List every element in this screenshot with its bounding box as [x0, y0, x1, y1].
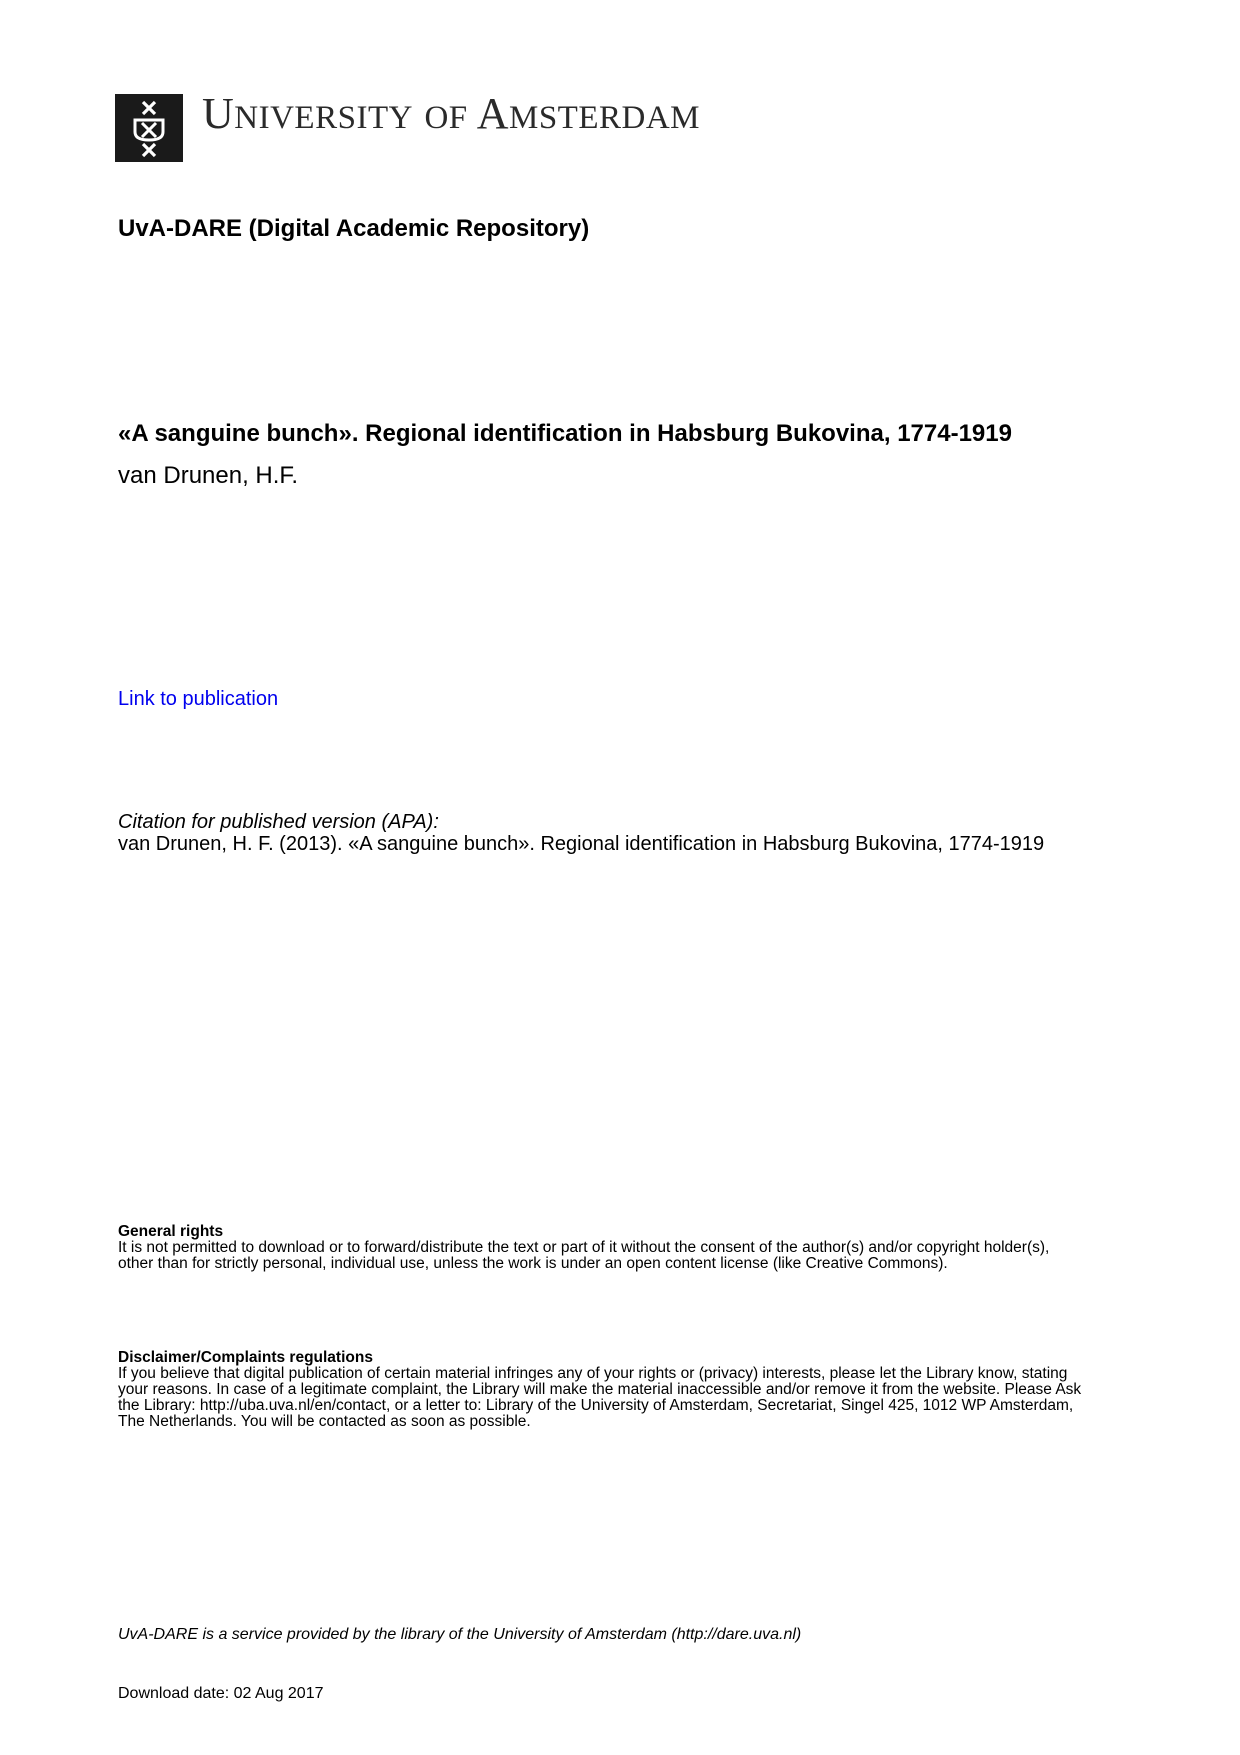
publication-title: «A sanguine bunch». Regional identification in Habsburg Bukovina, 1774-1919 — [118, 420, 1012, 447]
wordmark-initial-u: U — [202, 89, 235, 138]
general-rights-line-1: It is not permitted to download or to forward/distribute the text or part of it without the consent of the author(s) and/or copyright holder(s), — [118, 1239, 1050, 1256]
wordmark-amsterdam-rest: MSTERDAM — [508, 100, 701, 136]
disclaimer-line-4: The Netherlands. You will be contacted as soon as possible. — [118, 1413, 531, 1430]
wordmark-initial-a: A — [476, 89, 509, 138]
general-rights-section — [118, 1224, 1158, 1272]
general-rights-heading: General rights — [118, 1223, 224, 1240]
disclaimer-line-1: If you believe that digital publication of certain material infringes any of your rights or (privacy) interests, please let the Library know, stating — [118, 1365, 1068, 1382]
wordmark-university-rest: NIVERSITY — [234, 100, 413, 136]
repository-title: UvA-DARE (Digital Academic Repository) — [118, 215, 590, 242]
citation-text: van Drunen, H. F. (2013). «A sanguine bunch». Regional identification in Habsburg Bukovina, 1774-1919 — [118, 833, 1045, 855]
disclaimer-heading: Disclaimer/Complaints regulations — [118, 1349, 373, 1366]
disclaimer-section — [118, 1350, 1158, 1430]
publication-authors: van Drunen, H.F. — [118, 462, 299, 489]
download-date: Download date: 02 Aug 2017 — [118, 1685, 324, 1702]
disclaimer-line-2: your reasons. In case of a legitimate complaint, the Library will make the material inaccessible and/or remove it from the website. Please Ask — [118, 1381, 1082, 1398]
service-note: UvA-DARE is a service provided by the library of the University of Amsterdam (http://dare.uva.nl) — [118, 1626, 802, 1643]
uva-crest-icon — [115, 94, 183, 162]
link-to-publication[interactable]: Link to publication — [118, 688, 279, 710]
general-rights-line-2: other than for strictly personal, individual use, unless the work is under an open content license (like Creative Commons). — [118, 1255, 948, 1272]
university-wordmark — [202, 89, 701, 138]
disclaimer-line-3: the Library: http://uba.uva.nl/en/contact, or a letter to: Library of the University of Amsterdam, Secretariat, Singel 425, 1012 WP Amsterdam, — [118, 1397, 1074, 1414]
citation-label: Citation for published version (APA): — [118, 811, 439, 833]
wordmark-of: OF — [424, 100, 468, 136]
university-logo — [115, 94, 183, 162]
